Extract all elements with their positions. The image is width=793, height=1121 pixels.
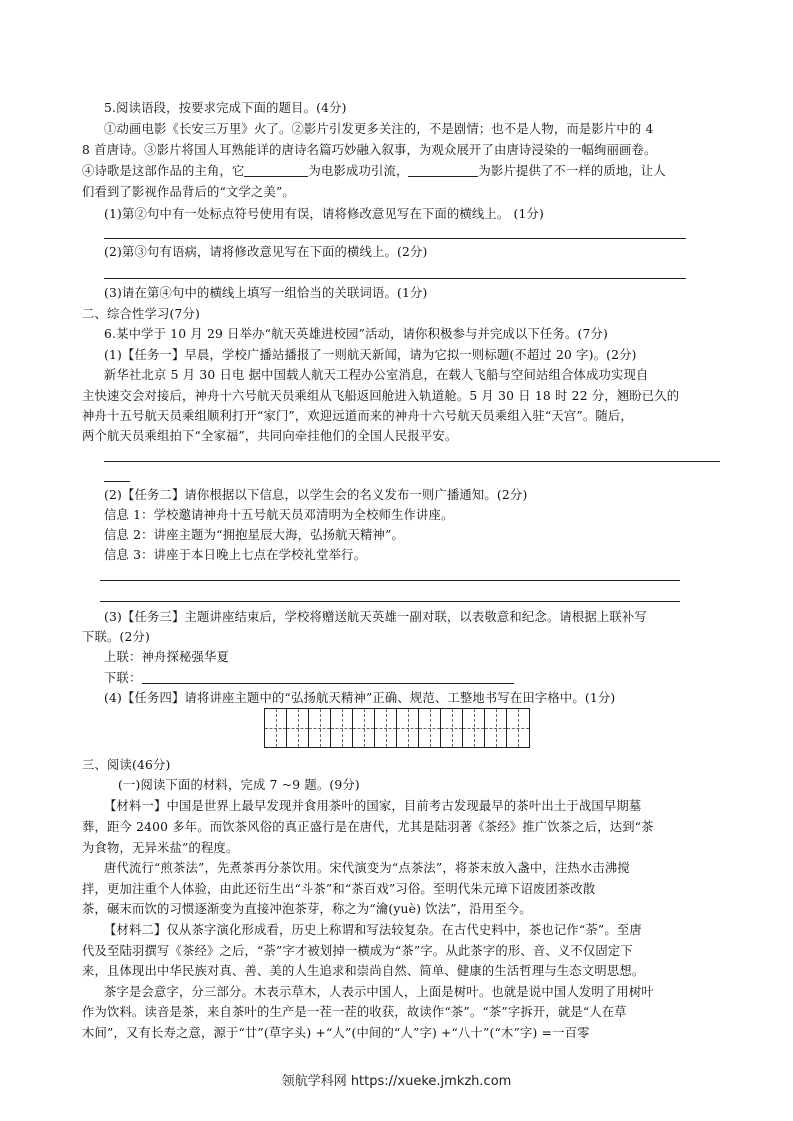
couplet-lower-label: 下联：: [104, 671, 142, 685]
couplet-upper: 上联：神舟探秘强华夏: [104, 650, 229, 664]
answer-line[interactable]: [100, 601, 680, 602]
task4-prompt: (4)【任务四】请将讲座主题中的“弘扬航天精神”正确、规范、工整地书写在田字格中。(1分): [104, 691, 616, 705]
material-line: 木间”，又有长寿之意，源于“廿”(草字头) +“人”(中间的“人”字) +“八十”(“木”字) =一百零: [82, 1026, 590, 1040]
tianzige-cell[interactable]: [441, 709, 463, 747]
answer-blank-2[interactable]: [408, 164, 478, 177]
material-line: 唐代流行“煎茶法”，先煮茶再分茶饮用。宋代演变为“点茶法”，将茶末放入盏中，注热水击沸搅: [104, 861, 630, 875]
task3-prompt: (3)【任务三】主题讲座结束后，学校将赠送航天英雄一副对联，以表敬意和纪念。请根据上联补写: [104, 610, 647, 624]
footer-watermark: 领航学科网 https://xueke.jmkzh.com: [281, 1074, 512, 1089]
task2-prompt: (2)【任务二】请你根据以下信息，以学生会的名义发布一则广播通知。(2分): [104, 488, 528, 502]
news-line: 神舟十五号航天员乘组顺利打开“家门”，欢迎远道而来的神舟十六号航天员乘组入驻“天宫”。随后，: [82, 409, 633, 423]
material-line: 葬，距今 2400 多年。而饮茶风俗的真正盛行是在唐代，尤其是陆羽著《茶经》推广饮茶之后，达到“茶: [82, 820, 654, 834]
section-2-title: 二、综合性学习(7分): [82, 307, 200, 321]
task3-prompt: 下联。(2分): [82, 630, 151, 644]
info-line: 信息 1：学校邀请神舟十五号航天员邓清明为全校师生作讲座。: [104, 508, 454, 522]
q5-title: 5.阅读语段，按要求完成下面的题目。(4分): [104, 101, 347, 115]
answer-line[interactable]: [104, 238, 686, 239]
q5-text: 为电影成功引流，: [308, 164, 409, 178]
tianzige-cell[interactable]: [463, 709, 485, 747]
tianzige-cell[interactable]: [507, 709, 529, 747]
answer-blank-1[interactable]: [244, 164, 308, 177]
reading-subtitle: (一)阅读下面的材料，完成 7 ~9 题。(9分): [118, 778, 360, 792]
tianzige-cell[interactable]: [397, 709, 419, 747]
material-line: 代及至陆羽撰写《茶经》之后，“荼”字才被划掉一横成为“茶”字。从此茶字的形、音、义不仅固定下: [82, 944, 633, 958]
info-line: 信息 3：讲座于本日晚上七点在学校礼堂举行。: [104, 548, 367, 562]
news-line: 主快速交会对接后，神舟十六号航天员乘组从飞船返回舱进入轨道舱。5 月 30 日 18 时 22 分，翘盼已久的: [82, 389, 680, 403]
q5-paragraph-line: 们看到了影视作品背后的“文学之美”。: [82, 185, 295, 199]
tianzige-cell[interactable]: [309, 709, 331, 747]
answer-line[interactable]: [100, 580, 680, 581]
material-line: 作为饮料。读音是茶，来自茶叶的生产是一茬一茬的收获，故读作“茶”。“茶”字拆开，就是“人在草: [82, 1005, 627, 1019]
material-line: 【材料一】中国是世界上最早发现并食用茶叶的国家，目前考古发现最早的茶叶出土于战国早期墓: [104, 799, 642, 813]
tianzige-grid[interactable]: [264, 708, 530, 748]
task1-prompt: (1)【任务一】早晨，学校广播站播报了一则航天新闻，请为它拟一则标题(不超过 20 字)。(2分): [104, 348, 637, 362]
tianzige-cell[interactable]: [331, 709, 353, 747]
material-line: 来，且体现出中华民族对真、善、美的人生追求和崇尚自然、简单、健康的生活哲理与生态文明思想。: [82, 964, 645, 978]
material-line: 茶，碾末而饮的习惯逐渐变为直接冲泡茶芽，称之为“瀹(yuè) 饮法”，沿用至今。: [82, 902, 532, 916]
material-line: 为食物，无异米盐”的程度。: [82, 841, 239, 855]
section-3-title: 三、阅读(46分): [82, 758, 171, 772]
q6-title: 6.某中学于 10 月 29 日举办“航天英雄进校园”活动，请你积极参与并完成以下任务。(7分): [104, 327, 609, 341]
material-line: 拌，更加注重个人体验，由此还衍生出“斗茶”和“茶百戏”习俗。至明代朱元璋下诏废团茶改散: [82, 882, 596, 896]
q5-paragraph-line-with-blanks: [82, 163, 722, 179]
info-line: 信息 2：讲座主题为“拥抱星辰大海，弘扬航天精神”。: [104, 528, 405, 542]
q5-sub3: (3)请在第④句中的横线上填写一组恰当的关联词语。(1分): [104, 286, 428, 300]
answer-line[interactable]: [104, 481, 130, 482]
answer-line[interactable]: [104, 461, 720, 462]
tianzige-cell[interactable]: [353, 709, 375, 747]
tianzige-cell[interactable]: [287, 709, 309, 747]
q5-sub2: (2)第③句有语病，请将修改意见写在下面的横线上。(2分): [104, 245, 428, 259]
material-line: 【材料二】仅从茶字演化形成看，历史上称谓和写法较复杂。在古代史料中，茶也记作“荼”。至唐: [104, 923, 642, 937]
tianzige-cell[interactable]: [419, 709, 441, 747]
couplet-lower-blank[interactable]: [142, 671, 514, 684]
q5-paragraph-line: ①动画电影《长安三万里》火了。②影片引发更多关注的，不是剧情；也不是人物，而是影片中的 4: [104, 122, 654, 136]
q5-text: ④诗歌是这部作品的主角，它: [82, 164, 245, 178]
news-line: 新华社北京 5 月 30 日电 据中国载人航天工程办公室消息，在载人飞船与空间站组合体成功实现自: [104, 368, 649, 382]
material-line: 茶字是会意字，分三部分。木表示草木，人表示中国人，上面是树叶。也就是说中国人发明了用树叶: [104, 985, 654, 999]
tianzige-cell[interactable]: [265, 709, 287, 747]
q5-text: 为影片提供了不一样的质地，让人: [478, 164, 666, 178]
q5-sub1: (1)第②句中有一处标点符号使用有误，请将修改意见写在下面的横线上。 (1分): [104, 207, 545, 221]
q5-paragraph-line: 8 首唐诗。③影片将国人耳熟能详的唐诗名篇巧妙融入叙事，为观众展开了由唐诗浸染的一幅绚丽画卷。: [82, 143, 657, 157]
tianzige-cell[interactable]: [375, 709, 397, 747]
news-line: 两个航天员乘组拍下“全家福”，共同向牵挂他们的全国人民报平安。: [82, 429, 458, 443]
answer-line[interactable]: [104, 278, 686, 279]
couplet-lower-line: [104, 670, 524, 686]
tianzige-cell[interactable]: [485, 709, 507, 747]
